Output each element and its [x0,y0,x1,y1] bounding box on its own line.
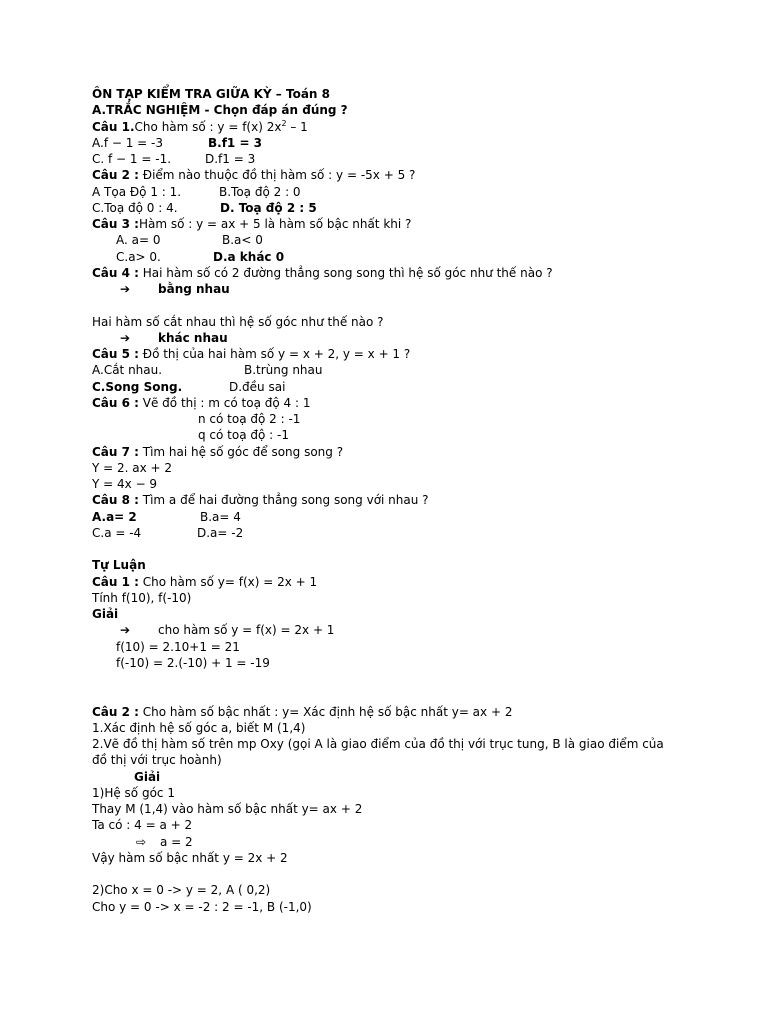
q2-options-ab: A Tọa Độ 1 : 1. B.Toạ độ 2 : 0 [92,184,301,199]
q7-line-1: Y = 2. ax + 2 [92,460,173,475]
p2-step-2: Thay M (1,4) vào hàm số bậc nhất y= ax + 2 [92,802,363,816]
section-b-heading: Tự Luận [92,558,146,573]
p2-solution-heading: Giải [134,769,161,784]
hollow-arrow-icon: ⇨ [136,834,147,849]
p2-step-1: 1)Hệ số góc 1 [92,785,175,800]
section-a-heading: A.TRẮC NGHIỆM - Chọn đáp án đúng ? [92,103,348,118]
blank-line [92,541,682,557]
p2-step-7: Cho y = 0 -> x = -2 : 2 = -1, B (-1,0) [92,899,312,914]
p2-step-4: ⇨ a = 2 [92,834,682,850]
doc-title: ÔN TẠP KIỂM TRA GIỮA KỲ – Toán 8 [92,87,330,101]
document-body [92,86,682,915]
right-arrow-icon: ➔ [120,282,131,296]
p2-step-3: Ta có : 4 = a + 2 [92,818,193,833]
question-2: Câu 2 : Điểm nào thuộc đồ thị hàm số : y = -5x + 5 ? [92,168,416,183]
blank-line [92,297,682,313]
question-3: Câu 3 :Hàm số : y = ax + 5 là hàm số bậc nhất khi ? [92,217,412,231]
q4-answer-1: ➔ bằng nhau [92,281,682,297]
question-5: Câu 5 : Đồ thị của hai hàm số y = x + 2, y = x + 1 ? [92,347,411,361]
p2-step-5: Vậy hàm số bậc nhất y = 2x + 2 [92,850,288,865]
q2-options-cd: C.Toạ độ 0 : 4. D. Toạ độ 2 : 5 [92,200,317,215]
q5-options-ab: A.Cắt nhau. B.trùng nhau [92,363,323,378]
p2-line-2: 2.Vẽ đồ thị hàm số trên mp Oxy (gọi A là giao điểm của đồ thị với trục tung, B là giao điểm của đồ thị với trục hoành) [92,737,664,768]
question-4: Câu 4 : Hai hàm số có 2 đường thẳng song song thì hệ số góc như thế nào ? [92,265,553,280]
question-1: Câu 1.Cho hàm số : y = f(x) $2x^2 - 1$ [92,118,308,134]
question-7: Câu 7 : Tìm hai hệ số góc để song song ? [92,444,344,459]
q6-line-3: q có toạ độ : -1 [198,428,289,443]
p1-solution-heading: Giải [92,607,119,621]
question-8: Câu 8 : Tìm a để hai đường thẳng song song với nhau ? [92,493,429,508]
blank-line [92,866,682,882]
blank-line [92,687,682,703]
p1-line-4: f(10) = 2.10+1 = 21 [116,639,240,654]
q8-options-cd: C.a = -4 D.a= -2 [92,525,244,540]
p2-line-1: 1.Xác định hệ số góc a, biết M (1,4) [92,720,306,735]
right-arrow-icon: ➔ [120,623,131,638]
q4-question-2: Hai hàm số cắt nhau thì hệ số góc như thế nào ? [92,314,384,329]
q7-line-2: Y = 4x − 9 [92,477,158,491]
q4-answer-2: ➔ khác nhau [92,330,682,346]
q8-options-ab: A.a= 2 B.a= 4 [92,509,241,524]
q6-line-2: n có toạ độ 2 : -1 [198,412,301,426]
problem-1: Câu 1 : Cho hàm số y= f(x) = 2x + 1 [92,574,318,589]
q3-options-ab: A. a= 0 B.a< 0 [116,233,263,248]
q5-options-cd: C.Song Song. D.đều sai [92,379,286,394]
q1-options-ab: A.f − 1 = -3 B.f1 = 3 [92,135,263,150]
problem-2: Câu 2 : Cho hàm số bậc nhất : y= Xác định hệ số bậc nhất y= ax + 2 [92,704,513,719]
p2-step-6: 2)Cho x = 0 -> y = 2, A ( 0,2) [92,883,271,898]
p1-line-5: f(-10) = 2.(-10) + 1 = -19 [116,655,270,670]
q3-options-cd: C.a> 0. D.a khác 0 [116,249,285,264]
p1-line-3: ➔ cho hàm số y = f(x) = 2x + 1 [92,622,682,638]
right-arrow-icon: ➔ [120,330,131,345]
question-6: Câu 6 : Vẽ đồ thị : m có toạ độ 4 : 1 [92,395,311,410]
blank-line [92,671,682,687]
p1-line-2: Tính f(10), f(-10) [92,590,192,605]
q1-options-cd: C. f − 1 = -1. D.f1 = 3 [92,152,256,166]
